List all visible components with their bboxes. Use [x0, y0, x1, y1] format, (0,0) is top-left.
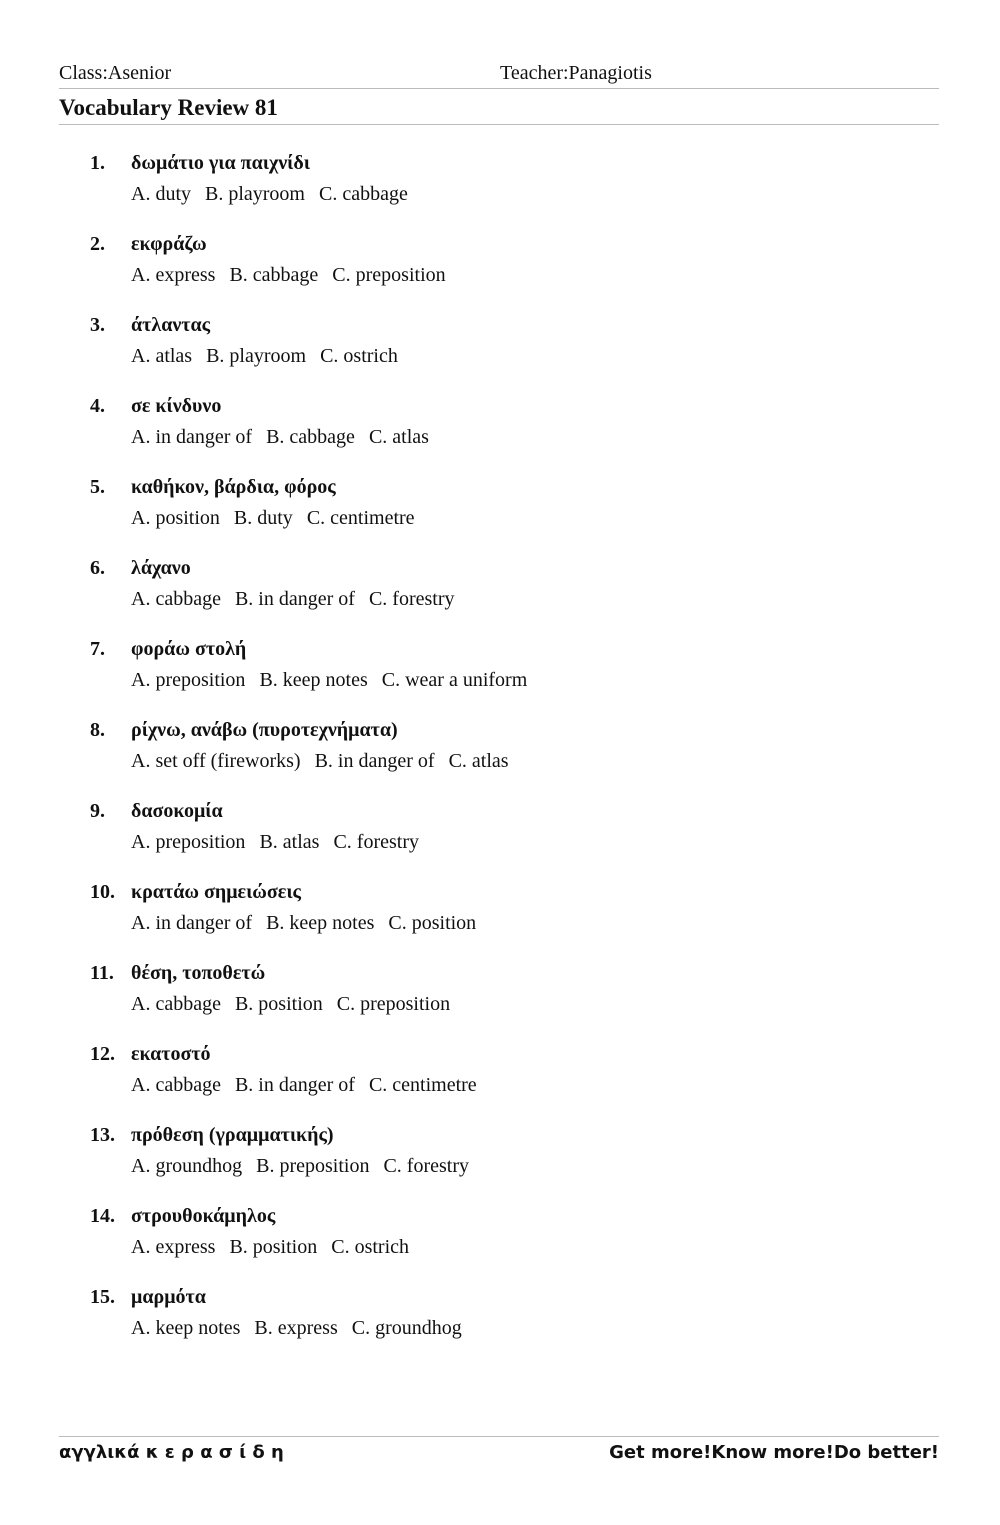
question-term: πρόθεση (γραμματικής)	[131, 1124, 334, 1146]
question-item	[0, 1203, 1000, 1284]
answer-option[interactable]: B. position	[229, 1236, 318, 1258]
answer-option[interactable]: A. express	[131, 1236, 216, 1258]
question-number: 12.	[90, 1043, 115, 1065]
question-item	[0, 879, 1000, 960]
question-item	[0, 231, 1000, 312]
answer-options	[131, 343, 412, 369]
question-item	[0, 1284, 1000, 1365]
question-item	[0, 960, 1000, 1041]
question-term: άτλαντας	[131, 314, 211, 336]
question-number: 15.	[90, 1286, 115, 1308]
answer-option[interactable]: A. groundhog	[131, 1155, 243, 1177]
question-number: 14.	[90, 1205, 115, 1227]
question-item	[0, 798, 1000, 879]
question-item	[0, 312, 1000, 393]
question-term: σε κίνδυνο	[131, 395, 222, 417]
title-row	[59, 94, 939, 125]
question-item	[0, 1041, 1000, 1122]
answer-options	[131, 262, 460, 288]
answer-option[interactable]: A. atlas	[131, 345, 193, 367]
question-term: μαρμότα	[131, 1286, 206, 1308]
footer-divider	[59, 1436, 939, 1437]
answer-options	[131, 829, 433, 855]
answer-option[interactable]: A. keep notes	[131, 1317, 241, 1339]
answer-option[interactable]: A. cabbage	[131, 993, 221, 1015]
answer-option[interactable]: B. in danger of	[234, 1074, 355, 1096]
question-number: 5.	[90, 476, 105, 498]
answer-option[interactable]: B. express	[254, 1317, 338, 1339]
answer-options	[131, 748, 523, 774]
answer-option[interactable]: A. cabbage	[131, 588, 221, 610]
answer-option[interactable]: B. in danger of	[314, 750, 435, 772]
answer-options	[131, 991, 464, 1017]
header-row	[59, 62, 939, 89]
answer-option[interactable]: B. duty	[233, 507, 293, 529]
footer-brand: αγγλικά κ ε ρ α σ ί δ η	[59, 1442, 284, 1463]
question-number: 2.	[90, 233, 105, 255]
answer-option[interactable]: B. keep notes	[266, 912, 375, 934]
answer-option[interactable]: C. position	[388, 912, 477, 934]
answer-option[interactable]: A. in danger of	[131, 912, 253, 934]
teacher-label: Teacher:Panagiotis	[500, 62, 652, 84]
question-number: 10.	[90, 881, 115, 903]
answer-option[interactable]: B. keep notes	[259, 669, 368, 691]
question-term: εκατοστό	[131, 1043, 211, 1065]
answer-options	[131, 181, 422, 207]
answer-option[interactable]: C. groundhog	[351, 1317, 462, 1339]
answer-option[interactable]: B. in danger of	[234, 588, 355, 610]
answer-option[interactable]: C. wear a uniform	[381, 669, 528, 691]
question-item	[0, 1122, 1000, 1203]
answer-option[interactable]: C. cabbage	[319, 183, 408, 205]
page-title: Vocabulary Review 81	[59, 95, 278, 120]
answer-option[interactable]: B. atlas	[259, 831, 320, 853]
question-term: λάχανο	[131, 557, 191, 579]
answer-option[interactable]: A. in danger of	[131, 426, 253, 448]
answer-option[interactable]: C. forestry	[368, 588, 455, 610]
question-number: 13.	[90, 1124, 115, 1146]
answer-option[interactable]: C. centimetre	[368, 1074, 477, 1096]
class-label: Class:Asenior	[59, 62, 172, 84]
answer-options	[131, 1072, 491, 1098]
answer-options	[131, 586, 468, 612]
answer-option[interactable]: C. preposition	[332, 264, 446, 286]
answer-option[interactable]: A. set off (fireworks)	[131, 750, 301, 772]
answer-option[interactable]: A. position	[131, 507, 220, 529]
answer-option[interactable]: C. centimetre	[306, 507, 415, 529]
answer-options	[131, 424, 443, 450]
answer-option[interactable]: C. atlas	[448, 750, 509, 772]
question-list	[0, 150, 1000, 1365]
question-term: δασοκομία	[131, 800, 223, 822]
question-term: φοράω στολή	[131, 638, 247, 660]
question-term: εκφράζω	[131, 233, 207, 255]
answer-option[interactable]: C. preposition	[336, 993, 451, 1015]
question-term: δωμάτιο για παιχνίδι	[131, 152, 310, 174]
footer-slogan: Get more!Know more!Do better!	[609, 1442, 939, 1463]
answer-option[interactable]: B. playroom	[205, 183, 305, 205]
question-number: 7.	[90, 638, 105, 660]
question-number: 6.	[90, 557, 105, 579]
answer-option[interactable]: B. cabbage	[229, 264, 319, 286]
answer-option[interactable]: A. express	[131, 264, 216, 286]
question-term: κρατάω σημειώσεις	[131, 881, 301, 903]
question-number: 11.	[90, 962, 114, 984]
answer-option[interactable]: B. position	[234, 993, 323, 1015]
answer-option[interactable]: C. atlas	[368, 426, 429, 448]
answer-option[interactable]: A. duty	[131, 183, 191, 205]
question-item	[0, 393, 1000, 474]
answer-options	[131, 1234, 423, 1260]
answer-options	[131, 1315, 476, 1341]
answer-option[interactable]: A. preposition	[131, 669, 246, 691]
answer-option[interactable]: B. cabbage	[266, 426, 355, 448]
answer-options	[131, 667, 541, 693]
question-item	[0, 717, 1000, 798]
answer-option[interactable]: A. preposition	[131, 831, 246, 853]
question-term: στρουθοκάμηλος	[131, 1205, 276, 1227]
question-term: καθήκον, βάρδια, φόρος	[131, 476, 336, 498]
answer-options	[131, 505, 429, 531]
question-number: 8.	[90, 719, 105, 741]
question-item	[0, 150, 1000, 231]
answer-options	[131, 1153, 483, 1179]
question-number: 3.	[90, 314, 105, 336]
question-number: 4.	[90, 395, 105, 417]
question-number: 9.	[90, 800, 105, 822]
answer-options	[131, 910, 490, 936]
question-number: 1.	[90, 152, 105, 174]
answer-option[interactable]: B. preposition	[256, 1155, 370, 1177]
answer-option[interactable]: C. ostrich	[331, 1236, 410, 1258]
question-item	[0, 555, 1000, 636]
answer-option[interactable]: C. ostrich	[320, 345, 398, 367]
answer-option[interactable]: A. cabbage	[131, 1074, 221, 1096]
question-item	[0, 474, 1000, 555]
question-term: θέση, τοποθετώ	[131, 962, 266, 984]
question-term: ρίχνω, ανάβω (πυροτεχνήματα)	[131, 719, 398, 741]
answer-option[interactable]: C. forestry	[333, 831, 419, 853]
answer-option[interactable]: B. playroom	[206, 345, 307, 367]
question-item	[0, 636, 1000, 717]
answer-option[interactable]: C. forestry	[383, 1155, 469, 1177]
